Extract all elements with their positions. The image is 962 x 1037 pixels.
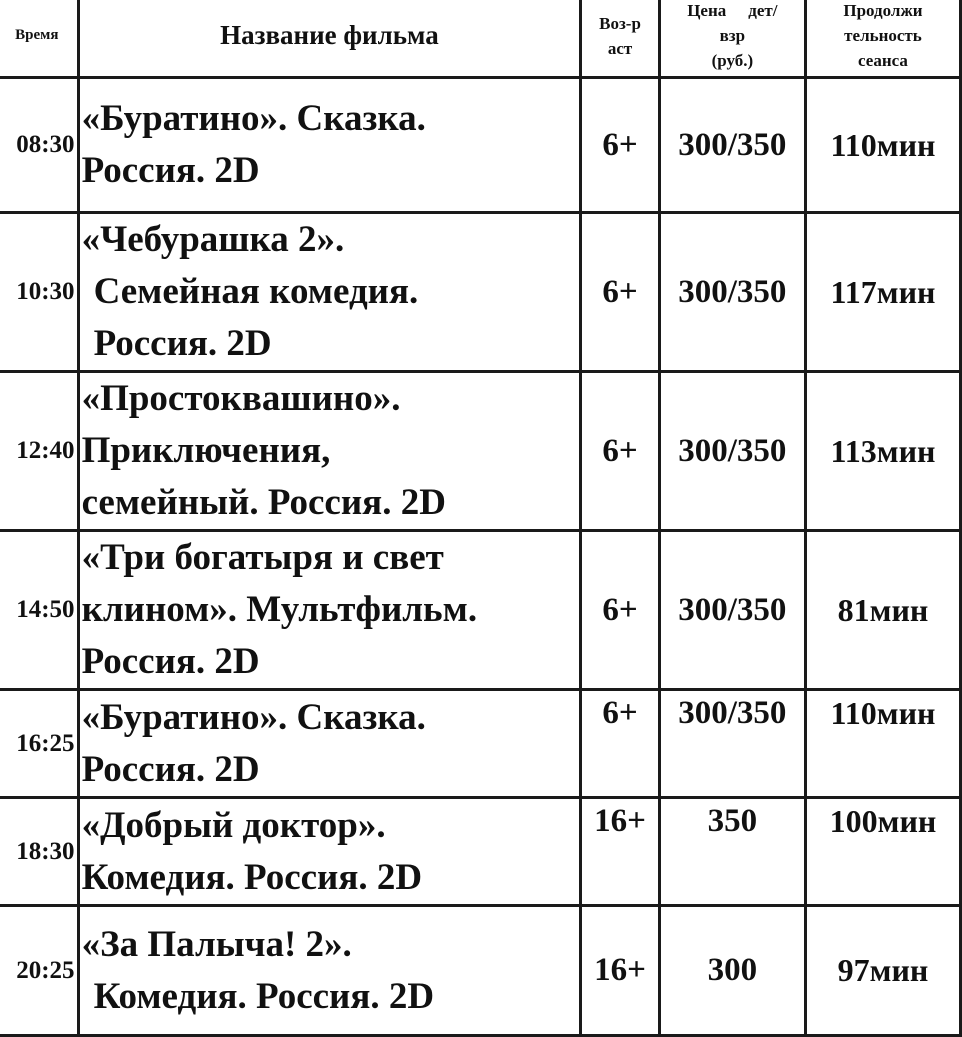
- session-time: 18:30: [0, 798, 78, 906]
- table-row: [0, 213, 961, 372]
- table-row: [0, 531, 961, 690]
- ticket-price: 300/350: [659, 372, 805, 531]
- film-title-line: Россия. 2D: [81, 150, 260, 191]
- film-title-line: «Чебурашка 2».: [81, 219, 345, 260]
- header-price-line2: взр: [719, 26, 746, 45]
- session-duration: 110мин: [805, 690, 960, 798]
- age-rating: 6+: [581, 78, 659, 213]
- film-title: [78, 213, 581, 372]
- film-title: [78, 78, 581, 213]
- film-title-line: Россия. 2D: [81, 641, 260, 682]
- film-title: [78, 531, 581, 690]
- film-title-line: «Три богатыря и свет: [81, 537, 444, 578]
- film-title-line: клином». Мультфильм.: [81, 589, 478, 630]
- film-title-line: «Буратино». Сказка.: [81, 98, 426, 139]
- table-row: [0, 798, 961, 906]
- ticket-price: 300/350: [659, 78, 805, 213]
- header-age: [581, 0, 659, 78]
- session-time: 16:25: [0, 690, 78, 798]
- header-price-line1b: дет/: [748, 1, 778, 20]
- session-duration: 81мин: [805, 531, 960, 690]
- film-title-line: «Буратино». Сказка.: [81, 696, 426, 738]
- header-duration-line2: тельность: [844, 26, 922, 45]
- session-duration: 110мин: [805, 78, 960, 213]
- header-duration: [805, 0, 960, 78]
- table-row: [0, 906, 961, 1036]
- film-title: [78, 906, 581, 1036]
- film-title-line: Комедия. Россия. 2D: [93, 975, 435, 1017]
- header-price-line3: (руб.): [711, 51, 754, 70]
- age-rating: 16+: [581, 798, 659, 906]
- header-time: Время: [0, 0, 78, 78]
- session-time: 08:30: [0, 78, 78, 213]
- ticket-price: 300/350: [659, 531, 805, 690]
- age-rating: 6+: [581, 372, 659, 531]
- age-rating: 16+: [581, 906, 659, 1036]
- age-rating: 6+: [581, 213, 659, 372]
- film-title: [78, 372, 581, 531]
- session-time: 12:40: [0, 372, 78, 531]
- header-title: Название фильма: [78, 0, 581, 78]
- film-title-line: «Простоквашино».: [81, 378, 401, 419]
- age-rating: 6+: [581, 531, 659, 690]
- ticket-price: 350: [659, 798, 805, 906]
- header-price: [659, 0, 805, 78]
- film-title-line: Семейная комедия.: [93, 271, 419, 312]
- session-time: 10:30: [0, 213, 78, 372]
- session-duration: 113мин: [805, 372, 960, 531]
- film-title-line: Россия. 2D: [81, 748, 260, 790]
- ticket-price: 300: [659, 906, 805, 1036]
- film-title: [78, 690, 581, 798]
- ticket-price: 300/350: [659, 690, 805, 798]
- header-row: [0, 0, 961, 78]
- header-price-line1: Цена: [687, 1, 727, 20]
- session-duration: 100мин: [805, 798, 960, 906]
- film-title-line: «Добрый доктор».: [81, 804, 386, 846]
- header-age-label: Воз-раст: [599, 13, 641, 58]
- session-duration: 97мин: [805, 906, 960, 1036]
- age-rating: 6+: [581, 690, 659, 798]
- session-duration: 117мин: [805, 213, 960, 372]
- header-duration-line3: сеанса: [858, 51, 908, 70]
- film-title-line: семейный. Россия. 2D: [81, 482, 446, 523]
- film-title-line: «За Палыча! 2».: [81, 923, 352, 965]
- header-duration-line1: Продолжи: [843, 1, 923, 20]
- ticket-price: 300/350: [659, 213, 805, 372]
- table-row: [0, 372, 961, 531]
- film-title-line: Комедия. Россия. 2D: [81, 856, 423, 898]
- film-title-line: Россия. 2D: [93, 323, 272, 364]
- session-time: 14:50: [0, 531, 78, 690]
- film-title-line: Приключения,: [81, 430, 331, 471]
- session-time: 20:25: [0, 906, 78, 1036]
- table-row: [0, 690, 961, 798]
- film-title: [78, 798, 581, 906]
- table-row: [0, 78, 961, 213]
